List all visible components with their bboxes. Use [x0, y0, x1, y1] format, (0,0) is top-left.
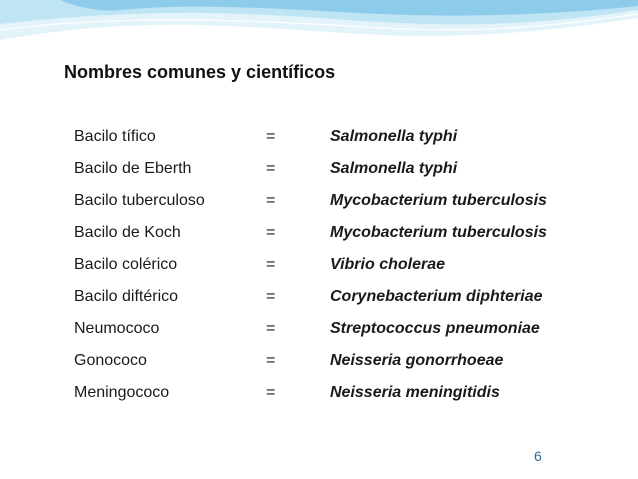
common-name: Gonococo — [74, 352, 147, 369]
table-row — [74, 350, 594, 382]
scientific-name: Neisseria meningitidis — [330, 384, 500, 401]
names-table — [74, 126, 594, 414]
equals-sign: = — [266, 288, 276, 305]
table-row — [74, 222, 594, 254]
equals-sign: = — [266, 320, 276, 337]
common-name: Bacilo de Koch — [74, 224, 181, 241]
common-name: Bacilo tuberculoso — [74, 192, 205, 209]
equals-sign: = — [266, 128, 276, 145]
table-row — [74, 318, 594, 350]
common-name: Bacilo colérico — [74, 256, 178, 273]
scientific-name: Streptococcus pneumoniae — [330, 320, 540, 337]
table-row — [74, 254, 594, 286]
slide-title: Nombres comunes y científicos — [64, 62, 336, 82]
common-name: Meningococo — [74, 384, 170, 401]
equals-sign: = — [266, 160, 276, 177]
scientific-name: Salmonella typhi — [330, 128, 458, 145]
common-name: Neumococo — [74, 320, 160, 337]
table-row — [74, 126, 594, 158]
wave-header-decoration — [0, 0, 638, 60]
equals-sign: = — [266, 384, 276, 401]
scientific-name: Mycobacterium tuberculosis — [330, 192, 547, 209]
scientific-name: Salmonella typhi — [330, 160, 458, 177]
common-name: Bacilo diftérico — [74, 288, 179, 305]
table-row — [74, 190, 594, 222]
equals-sign: = — [266, 192, 276, 209]
equals-sign: = — [266, 256, 276, 273]
page-number: 6 — [534, 448, 542, 464]
scientific-name: Neisseria gonorrhoeae — [330, 352, 504, 369]
scientific-name: Corynebacterium diphteriae — [330, 288, 543, 305]
common-name: Bacilo de Eberth — [74, 160, 192, 177]
equals-sign: = — [266, 352, 276, 369]
table-row — [74, 382, 594, 414]
equals-sign: = — [266, 224, 276, 241]
table-row — [74, 158, 594, 190]
scientific-name: Mycobacterium tuberculosis — [330, 224, 547, 241]
scientific-name: Vibrio cholerae — [330, 256, 445, 273]
common-name: Bacilo tífico — [74, 128, 156, 145]
table-row — [74, 286, 594, 318]
